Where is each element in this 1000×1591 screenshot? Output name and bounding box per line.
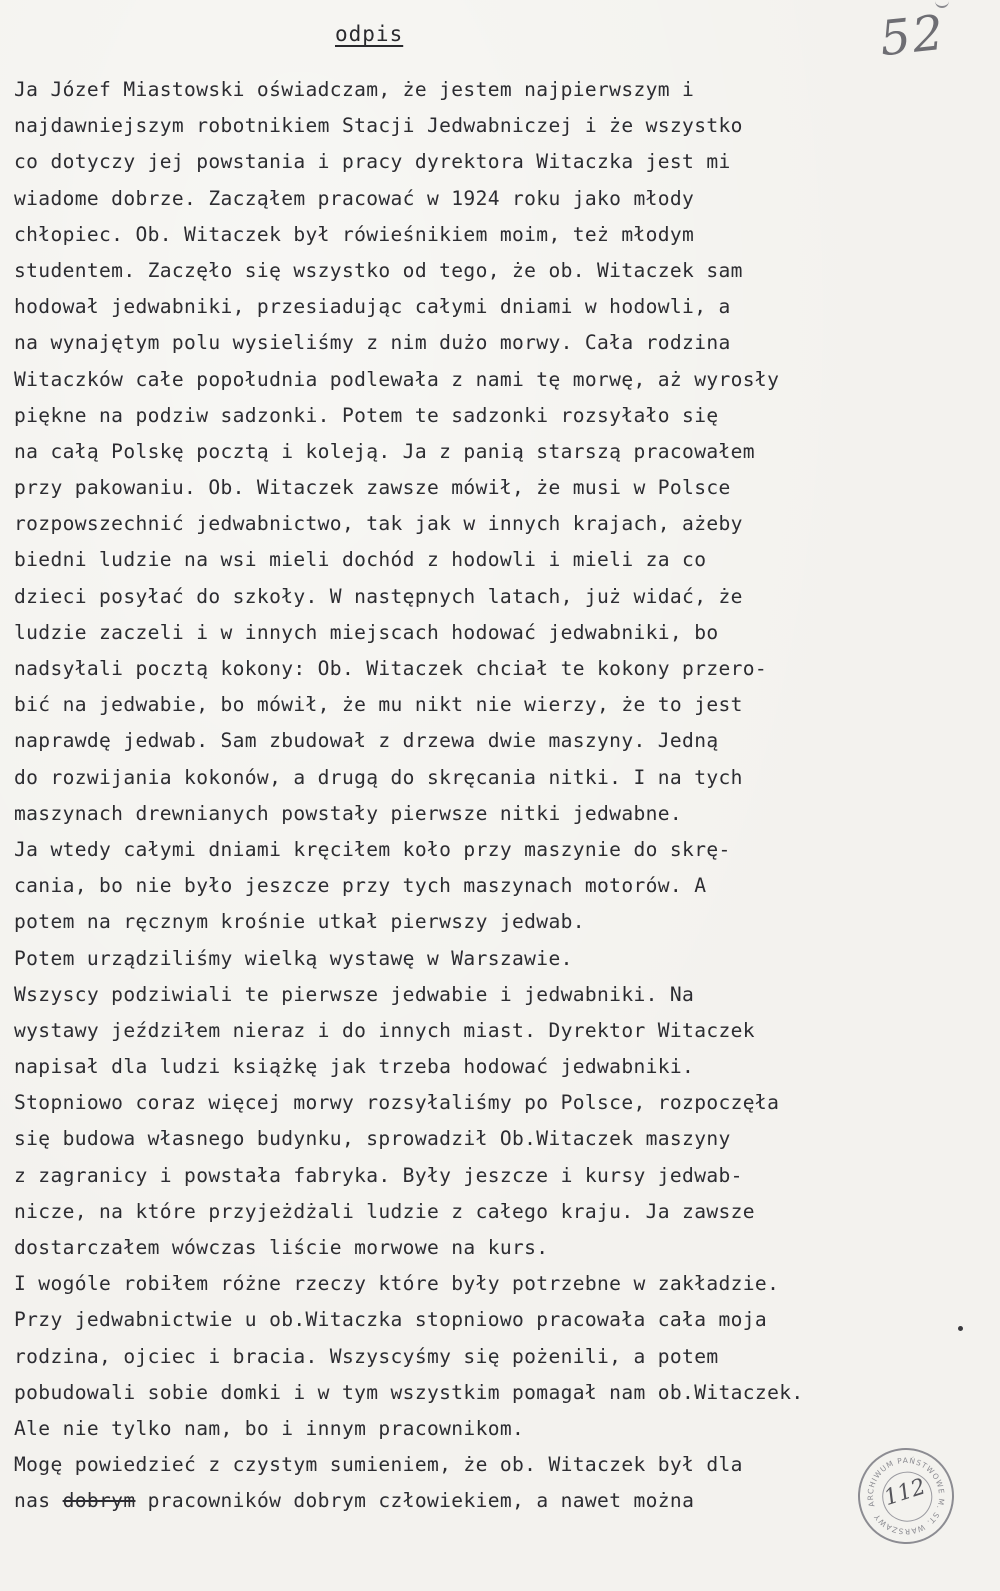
text-line: przy pakowaniu. Ob. Witaczek zawsze mówił, że musi w Polsce [14, 476, 731, 500]
text-line: co dotyczy jej powstania i pracy dyrektora Witaczka jest mi [14, 150, 731, 174]
text-line: bić na jedwabie, bo mówił, że mu nikt nie wierzy, że to jest [14, 693, 743, 717]
text-line: potem na ręcznym krośnie utkał pierwszy jedwab. [14, 910, 585, 934]
text-line: rodzina, ojciec i bracia. Wszyscyśmy się pożenili, a potem [14, 1344, 719, 1368]
text-line: pobudowali sobie domki i w tym wszystkim pomagał nam ob.Witaczek. [14, 1380, 804, 1404]
text-line: Potem urządziliśmy wielką wystawę w Warszawie. [14, 946, 573, 970]
text-line: hodował jedwabniki, przesiadując całymi dniami w hodowli, a [14, 295, 731, 319]
last-line-start: nas [14, 1489, 63, 1513]
text-line: dzieci posyłać do szkoły. W następnych latach, już widać, że [14, 584, 743, 608]
text-line: Ale nie tylko nam, bo i innym pracownikom. [14, 1416, 525, 1440]
text-line: Ja Józef Miastowski oświadczam, że jestem najpierwszym i [14, 78, 695, 101]
text-line: cania, bo nie było jeszcze przy tych maszynach motorów. A [14, 874, 707, 898]
text-line: nicze, na które przyjeżdżali ludzie z całego kraju. Ja zawsze [14, 1199, 755, 1223]
svg-text:ARCHIWUM PAŃSTWOWE M. ST. WARS: ARCHIWUM PAŃSTWOWE M. ST. WARSZAWY [865, 1455, 947, 1537]
text-line: naprawdę jedwab. Sam zbudował z drzewa dwie maszyny. Jedną [14, 729, 719, 753]
handwritten-page-number: 52 [877, 4, 948, 68]
text-line: I wogóle robiłem różne rzeczy które były potrzebne w zakładzie. [14, 1272, 780, 1296]
text-line: Ja wtedy całymi dniami kręciłem koło przy maszynie do skrę- [14, 837, 731, 861]
text-line: piękne na podziw sadzonki. Potem te sadzonki rozsyłało się [14, 403, 719, 427]
last-line-end: pracowników dobrym człowiekiem, a nawet można [135, 1489, 695, 1513]
text-line: Przy jedwabnictwie u ob.Witaczka stopniowo pracowała cała moja [14, 1308, 768, 1332]
stamp-number: 112 [881, 1474, 929, 1512]
text-line: Wszyscy podziwiali te pierwsze jedwabie i jedwabniki. Na [14, 982, 695, 1006]
text-line-last [14, 1483, 984, 1519]
text-line: chłopiec. Ob. Witaczek był rówieśnikiem moim, też młodym [14, 222, 695, 246]
text-line: nadsyłali pocztą kokony: Ob. Witaczek chciał te kokony przero- [14, 657, 768, 680]
text-line: dostarczałem wówczas liście morwowe na kurs. [14, 1236, 549, 1259]
text-line: się budowa własnego budynku, sprowadził Ob.Witaczek maszyny [14, 1127, 731, 1151]
struck-through-word: dobrym [62, 1489, 136, 1513]
text-line: maszynach drewnianych powstały pierwsze nitki jedwabne. [14, 801, 683, 825]
text-line: wiadome dobrze. Zacząłem pracować w 1924 roku jako młody [14, 186, 695, 210]
text-line: ludzie zaczeli i w innych miejscach hodować jedwabniki, bo [14, 620, 719, 644]
text-line: rozpowszechnić jedwabnictwo, tak jak w innych krajach, ażeby [14, 512, 743, 536]
text-line: napisał dla ludzi książkę jak trzeba hodować jedwabniki. [14, 1055, 695, 1079]
document-title: odpis [335, 22, 404, 46]
typewritten-statement [14, 72, 984, 1520]
text-line: biedni ludzie na wsi mieli dochód z hodowli i mieli za co [14, 548, 707, 572]
text-line: na wynajętym polu wysieliśmy z nim dużo morwy. Cała rodzina [14, 331, 731, 355]
text-line: z zagranicy i powstała fabryka. Były jeszcze i kursy jedwab- [14, 1163, 743, 1187]
text-line: Mogę powiedzieć z czystym sumieniem, że ob. Witaczek był dla [14, 1453, 743, 1477]
text-line: do rozwijania kokonów, a drugą do skręcania nitki. I na tych [14, 765, 743, 789]
text-line: Witaczków całe popołudnia podlewała z nami tę morwę, aż wyrosły [14, 367, 780, 391]
text-line: wystawy jeździłem nieraz i do innych miast. Dyrektor Witaczek [14, 1018, 755, 1042]
text-line: najdawniejszym robotnikiem Stacji Jedwabniczej i że wszystko [14, 114, 743, 138]
text-line: studentem. Zaczęło się wszystko od tego, że ob. Witaczek sam [14, 258, 743, 282]
text-line: Stopniowo coraz więcej morwy rozsyłaliśmy po Polsce, rozpoczęła [14, 1091, 780, 1115]
ink-dot [958, 1326, 963, 1331]
text-line: na całą Polskę pocztą i koleją. Ja z panią starszą pracowałem [14, 439, 755, 463]
